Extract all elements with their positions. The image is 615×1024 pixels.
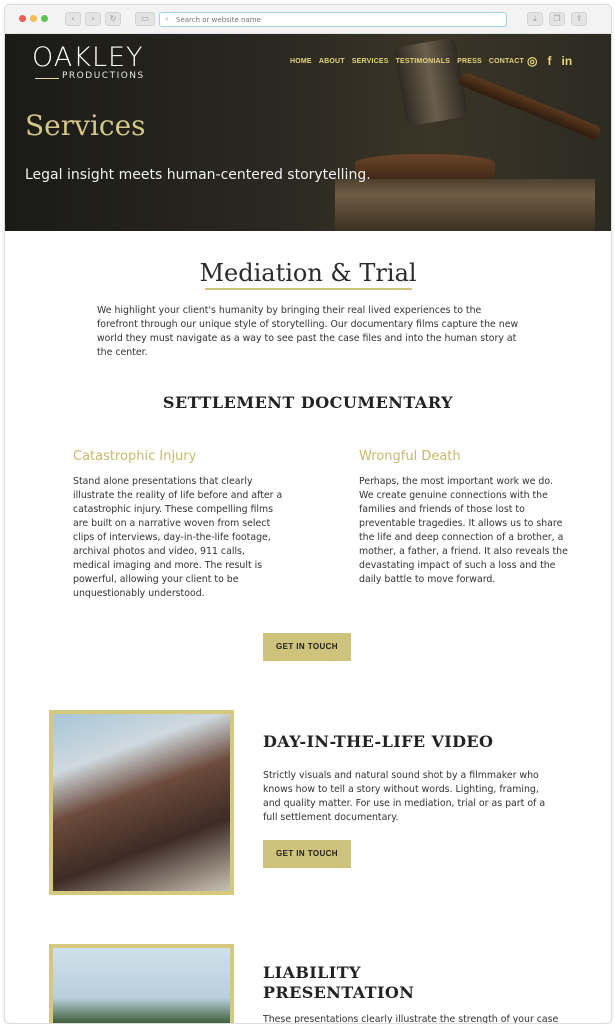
liability-heading xyxy=(263,963,563,1003)
gavel-handle-image xyxy=(458,71,602,140)
browser-window xyxy=(4,4,612,1024)
day-in-life-photo xyxy=(49,710,234,895)
main-nav xyxy=(290,58,524,65)
liability-body: These presentations clearly illustrate the strength of your case xyxy=(263,1014,559,1024)
day-in-life-body: Strictly visuals and natural sound shot by a filmmaker who knows how to tell a story without words. Lighting, framing, and quality matter. For use in mediation, trial or as part of a full settlement documentary. xyxy=(263,770,546,823)
page-title: Services xyxy=(25,109,146,142)
browser-toolbar xyxy=(5,5,611,34)
minimize-window-button[interactable] xyxy=(30,15,37,22)
logo-divider xyxy=(35,78,59,79)
linkedin-icon[interactable]: in xyxy=(561,54,573,68)
share-icon[interactable]: ⇪ xyxy=(571,12,587,26)
url-input[interactable] xyxy=(176,13,496,26)
wrongful-death-title: Wrongful Death xyxy=(359,449,461,464)
download-icon[interactable]: ⤓ xyxy=(527,12,543,26)
day-in-life-image xyxy=(53,714,230,891)
nav-testimonials[interactable]: TESTIMONIALS xyxy=(395,58,451,65)
day-in-life-get-in-touch-button[interactable]: GET IN TOUCH xyxy=(263,840,351,868)
close-window-button[interactable] xyxy=(19,15,26,22)
tabs-icon[interactable]: ❐ xyxy=(549,12,565,26)
wrongful-death-column xyxy=(359,449,569,587)
mediation-intro: We highlight your client's humanity by bringing their real lived experiences to the forefront through our unique style of storytelling. Our documentary films capture the new world they must navigate as a way to see past the case files and into the human story at the center. xyxy=(97,305,519,358)
nav-about[interactable]: ABOUT xyxy=(318,58,345,65)
nav-services[interactable]: SERVICES xyxy=(351,58,389,65)
sidebar-icon[interactable]: ▭ xyxy=(135,12,155,26)
facebook-icon[interactable]: f xyxy=(547,54,552,68)
heading-underline xyxy=(205,288,412,290)
wrongful-death-body: Perhaps, the most important work we do. We create genuine connections with the families and friends of those lost to preventable tragedies. It allows us to share the life and deep connection of a brother, a mother, a father, a friend. It also reveals the devastating impact of such a loss and the daily battle to move forward. xyxy=(359,476,568,585)
address-bar[interactable] xyxy=(159,12,507,27)
settlement-get-in-touch-button[interactable]: GET IN TOUCH xyxy=(263,633,351,661)
maximize-window-button[interactable] xyxy=(41,15,48,22)
liability-image xyxy=(53,948,230,1024)
instagram-icon[interactable]: ◎ xyxy=(527,54,538,68)
day-in-life-heading: DAY-IN-THE-LIFE VIDEO xyxy=(263,732,494,751)
mediation-heading: Mediation & Trial xyxy=(199,259,417,287)
social-links xyxy=(527,54,572,68)
reload-icon[interactable]: ↻ xyxy=(105,12,121,26)
search-icon: ⌕ xyxy=(165,15,169,23)
logo-main[interactable]: OAKLEY xyxy=(32,42,144,73)
liability-photo xyxy=(49,944,234,1024)
hero-banner xyxy=(5,34,611,231)
catastrophic-injury-column xyxy=(73,449,283,601)
liability-heading-line1: LIABILITY xyxy=(263,963,361,982)
book-image xyxy=(335,179,595,231)
catastrophic-injury-body: Stand alone presentations that clearly illustrate the reality of life before and after a catastrophic injury. These compelling films are built on a narrative woven from select clips of interviews, day-in-the-life footage, archival photos and video, 911 calls, medical imaging and more. The result is powerful, allowing your client to be unquestionably understood. xyxy=(73,476,283,599)
gavel-image xyxy=(394,37,469,127)
hero-tagline: Legal insight meets human-centered storytelling. xyxy=(25,167,371,183)
catastrophic-injury-title: Catastrophic Injury xyxy=(73,449,197,464)
settlement-heading: SETTLEMENT DOCUMENTARY xyxy=(162,393,454,412)
logo-sub[interactable]: PRODUCTIONS xyxy=(62,71,145,81)
forward-arrow-icon[interactable]: › xyxy=(85,12,101,26)
nav-home[interactable]: HOME xyxy=(290,58,312,65)
back-arrow-icon[interactable]: ‹ xyxy=(65,12,81,26)
nav-press[interactable]: PRESS xyxy=(457,58,482,65)
liability-heading-line2: PRESENTATION xyxy=(263,983,415,1002)
nav-contact[interactable]: CONTACT xyxy=(488,58,524,65)
